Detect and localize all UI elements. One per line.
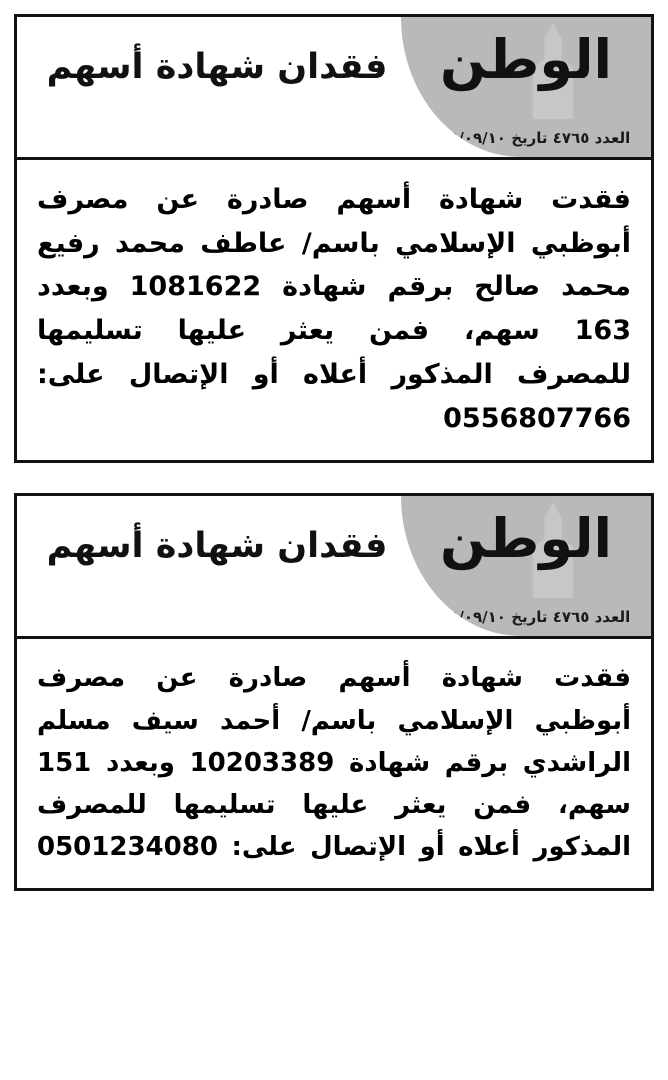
newspaper-logo: الوطن <box>439 28 613 91</box>
masthead-block <box>401 496 651 636</box>
masthead-block <box>401 17 651 157</box>
ad-header <box>17 496 651 639</box>
ad-title: فقدان شهادة أسهم <box>46 47 388 87</box>
ad-body-text: فقدت شهادة أسهم صادرة عن مصرف أبوظبي الإسلامي باسم/ عاطف محمد رفيع محمد صالح برقم شهادة 1081622 وبعدد 163 سهم، فمن يعثر عليها تسليمها للمصرف المذكور أعلاه أو الإتصال على: 0556807766 <box>37 184 631 434</box>
issue-date-line: العدد ٤٧٦٥ تاريخ ٢٠٢٥/٠٩/١٠ <box>421 129 631 147</box>
classified-ad <box>14 14 654 463</box>
classified-ad <box>14 493 654 891</box>
issue-date-line: العدد ٤٧٦٥ تاريخ ٢٠٢٥/٠٩/١٠ <box>421 608 631 627</box>
newspaper-logo: الوطن <box>439 507 613 571</box>
ad-title: فقدان شهادة أسهم <box>46 526 388 567</box>
ad-header <box>17 17 651 160</box>
ad-body-text: فقدت شهادة أسهم صادرة عن مصرف أبوظبي الإسلامي باسم/ أحمد سيف مسلم الراشدي برقم شهادة 10203389 وبعدد 151 سهم، فمن يعثر عليها تسليمها للمصرف المذكور أعلاه أو الإتصال على: 0501234080 <box>37 663 631 862</box>
